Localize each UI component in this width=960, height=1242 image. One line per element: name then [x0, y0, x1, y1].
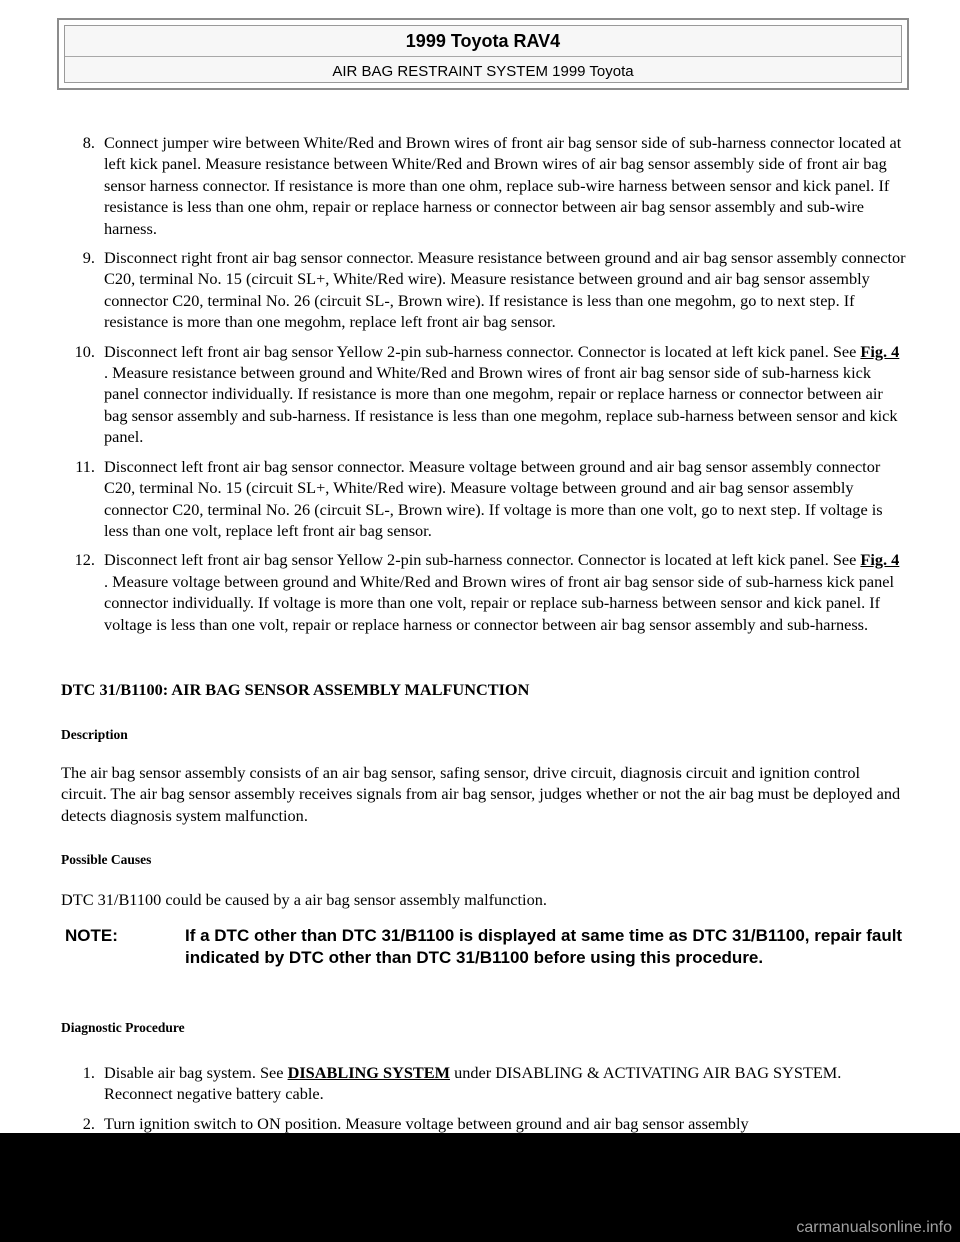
list-item	[61, 1113, 907, 1134]
step-text: . Measure resistance between ground and White/Red and Brown wires of front air bag sensor side of sub-harness kick panel connector individually. If resistance is more than one megohm, repair or replace harness or connector between air bag sensor assembly and sub-harness. If resistance is less than one megohm, replace sub-harness between sensor and kick panel.	[104, 363, 898, 447]
step-text: Turn ignition switch to ON position. Measure voltage between ground and air bag sensor assembly	[104, 1113, 749, 1133]
step-number: 11.	[75, 456, 95, 476]
step-text: . Measure voltage between ground and White/Red and Brown wires of front air bag sensor side of sub-harness kick panel connector individually. If voltage is more than one volt, repair or replace sub-harness between sensor and kick panel. If voltage is less than one volt, repair or replace harness or connector between air bag sensor assembly and sub-harness.	[104, 571, 895, 634]
possible-causes-text: DTC 31/B1100 could be caused by a air bag sensor assembly malfunction.	[61, 890, 547, 909]
step-number: 2.	[82, 1113, 95, 1133]
steps-list	[61, 132, 907, 635]
step-text: Disconnect left front air bag sensor Yellow 2-pin sub-harness connector. Connector is located at left kick panel. See	[104, 341, 861, 361]
footer-bar	[0, 1133, 960, 1242]
header-subtitle: AIR BAG RESTRAINT SYSTEM 1999 Toyota	[332, 63, 634, 80]
step-number: 1.	[82, 1063, 95, 1082]
step-number: 9.	[82, 248, 95, 268]
watermark-text: carmanualsonline.info	[796, 1219, 952, 1236]
description-heading: Description	[61, 727, 128, 742]
list-item	[61, 247, 907, 333]
step-text: under DISABLING & ACTIVATING AIR BAG SYSTEM. Reconnect negative battery cable.	[104, 1063, 842, 1104]
note-text: If a DTC other than DTC 31/B1100 is displayed at same time as DTC 31/B1100, repair fault indicated by DTC other than DTC 31/B1100 before using this procedure.	[185, 926, 903, 967]
fig-4-link[interactable]: Fig. 4	[860, 550, 900, 570]
step-number: 10.	[74, 341, 95, 361]
note-label: NOTE:	[65, 926, 118, 945]
disabling-system-link[interactable]: DISABLING SYSTEM	[287, 1063, 450, 1082]
description-text: The air bag sensor assembly consists of an air bag sensor, safing sensor, drive circuit, diagnosis circuit and ignition control circuit. The air bag sensor assembly receives signals from air bag sensor, judges whether or not the air bag must be deployed and detects diagnosis system malfunction.	[61, 763, 901, 825]
procedure-list	[61, 1062, 907, 1134]
list-item	[61, 549, 907, 635]
list-item	[61, 456, 907, 542]
step-text: Connect jumper wire between White/Red and Brown wires of front air bag sensor side of sub-harness connector located at left kick panel. Measure resistance between White/Red and Brown wires of air bag sensor assembly side of front air bag sensor harness connector. If resistance is more than one ohm, replace sub-wire harness between sensor and kick panel. If resistance is less than one ohm, repair or replace harness or connector between air bag sensor assembly and sub-wire harness.	[104, 133, 902, 238]
header-frame	[64, 25, 902, 83]
steps-content	[61, 132, 907, 643]
list-item	[61, 1062, 907, 1105]
procedure-content	[61, 1062, 907, 1142]
step-number: 12.	[74, 550, 95, 570]
step-text: Disconnect right front air bag sensor connector. Measure resistance between ground and air bag sensor assembly connector C20, terminal No. 15 (circuit SL+, White/Red wire). Measure resistance between ground and air bag sensor assembly connector C20, terminal No. 26 (circuit SL-, Brown wire). If resistance is less than one megohm, go to next step. If resistance is more than one megohm, replace left front air bag sensor.	[104, 248, 906, 332]
diagnostic-procedure-heading: Diagnostic Procedure	[61, 1020, 185, 1035]
fig-4-link[interactable]: Fig. 4	[860, 341, 900, 361]
step-text: Disable air bag system. See	[104, 1063, 288, 1082]
possible-causes-heading: Possible Causes	[61, 852, 152, 867]
step-text: Disconnect left front air bag sensor connector. Measure voltage between ground and air bag sensor assembly connector C20, terminal No. 15 (circuit SL+, White/Red wire). Measure voltage between ground and air bag sensor assembly connector C20, terminal No. 26 (circuit SL-, Brown wire). If voltage is more than one volt, go to next step. If voltage is less than one volt, replace left front air bag sensor.	[104, 456, 883, 540]
header-title: 1999 Toyota RAV4	[405, 31, 561, 51]
step-text: Disconnect left front air bag sensor Yellow 2-pin sub-harness connector. Connector is located at left kick panel. See	[104, 550, 861, 570]
section-title: DTC 31/B1100: AIR BAG SENSOR ASSEMBLY MALFUNCTION	[61, 680, 530, 699]
document-header	[57, 18, 909, 90]
list-item	[61, 132, 907, 239]
list-item	[61, 341, 907, 448]
step-number: 8.	[82, 133, 95, 152]
header-divider	[65, 56, 901, 57]
